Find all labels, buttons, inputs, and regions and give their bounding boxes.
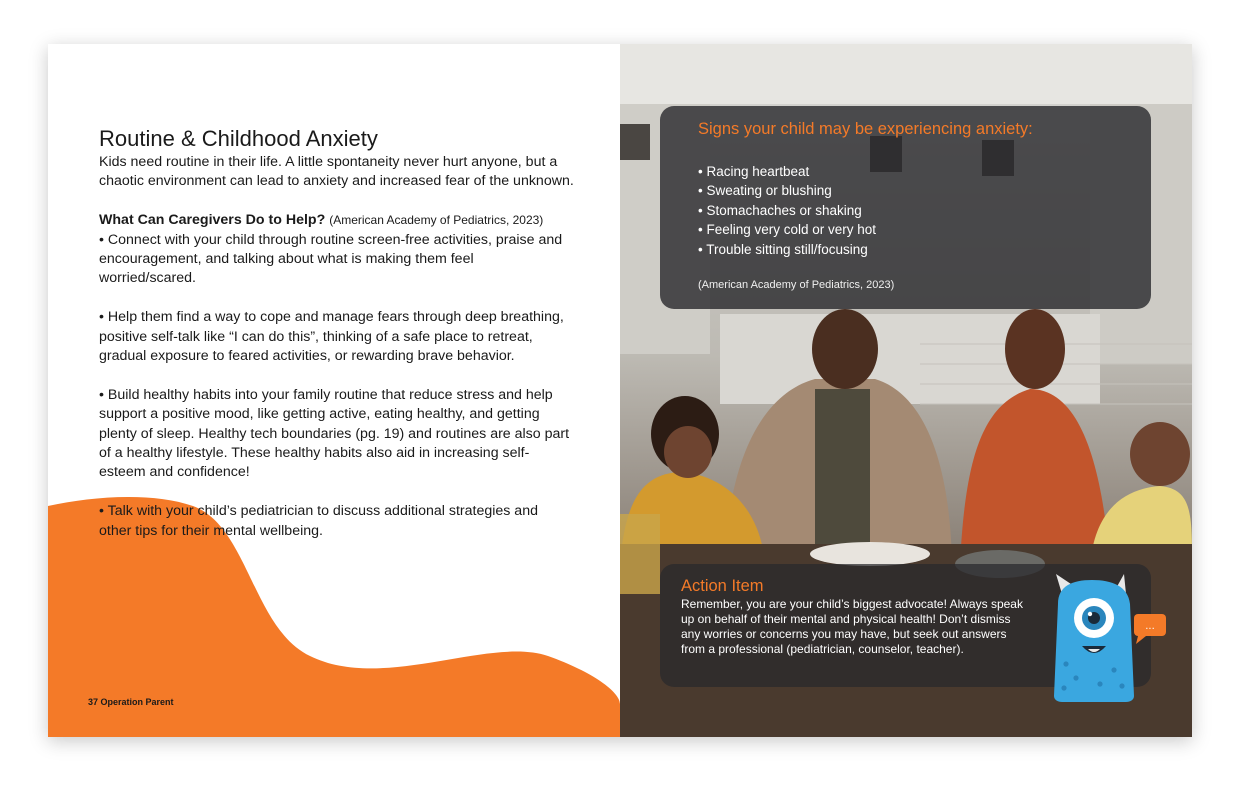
list-item: • Trouble sitting still/focusing	[698, 241, 868, 257]
bullet-paragraph: • Talk with your child’s pediatrician to discuss additional strategies and other tips for their mental wellbeing.	[99, 503, 538, 539]
signs-citation: (American Academy of Pediatrics, 2023)	[698, 279, 895, 291]
left-page	[48, 44, 620, 737]
right-page	[620, 44, 1192, 737]
signs-of-anxiety-box	[660, 106, 1151, 309]
list-item: • Stomachaches or shaking	[698, 202, 862, 218]
book-spread	[48, 44, 1192, 737]
bullet-paragraph: • Help them find a way to cope and manage fears through deep breathing, positive self-talk like “I can do this”, thinking of a safe place to retreat, gradual exposure to feared activities, or rewarding brave behavior.	[99, 309, 564, 365]
list-item: • Sweating or blushing	[698, 183, 832, 199]
list-item: • Feeling very cold or very hot	[698, 222, 877, 238]
signs-list	[698, 162, 876, 259]
intro-paragraph: Kids need routine in their life. A little spontaneity never hurt anyone, but a chaotic environment can lead to anxiety and increased fear of the unknown.	[99, 154, 574, 190]
monster-mascot-icon	[1052, 574, 1172, 704]
subhead: What Can Caregivers Do to Help?	[99, 212, 326, 229]
speech-bubble-icon	[1134, 614, 1166, 644]
action-item-text: Remember, you are your child’s biggest advocate! Always speak up on behalf of their mental and physical health! Don’t dismiss any worries or concerns you may have, but seek out answers from a professional (pediatrician, counselor, teacher).	[681, 597, 1023, 656]
page-folio: 37 Operation Parent	[88, 697, 174, 707]
page-title: Routine & Childhood Anxiety	[99, 126, 378, 151]
article-body	[99, 126, 574, 541]
bubble-dots: ...	[1145, 621, 1155, 632]
list-item: • Racing heartbeat	[698, 164, 810, 179]
bullet-paragraph: • Connect with your child through routine screen-free activities, praise and encouragement, and talking about what is making them feel worried/scared.	[99, 231, 563, 287]
action-item-title: Action Item	[681, 577, 764, 595]
signs-title: Signs your child may be experiencing anxiety:	[698, 120, 1033, 138]
subhead-line	[99, 211, 574, 230]
subhead-citation: (American Academy of Pediatrics, 2023)	[329, 213, 544, 228]
bullet-paragraph: • Build healthy habits into your family routine that reduce stress and help support a positive mood, like getting active, eating healthy, and getting plenty of sleep. Healthy tech boundaries (pg. 19) and routines are also part of a healthy lifestyle. These healthy habits also aid in increasing self-esteem and confidence!	[99, 386, 570, 481]
